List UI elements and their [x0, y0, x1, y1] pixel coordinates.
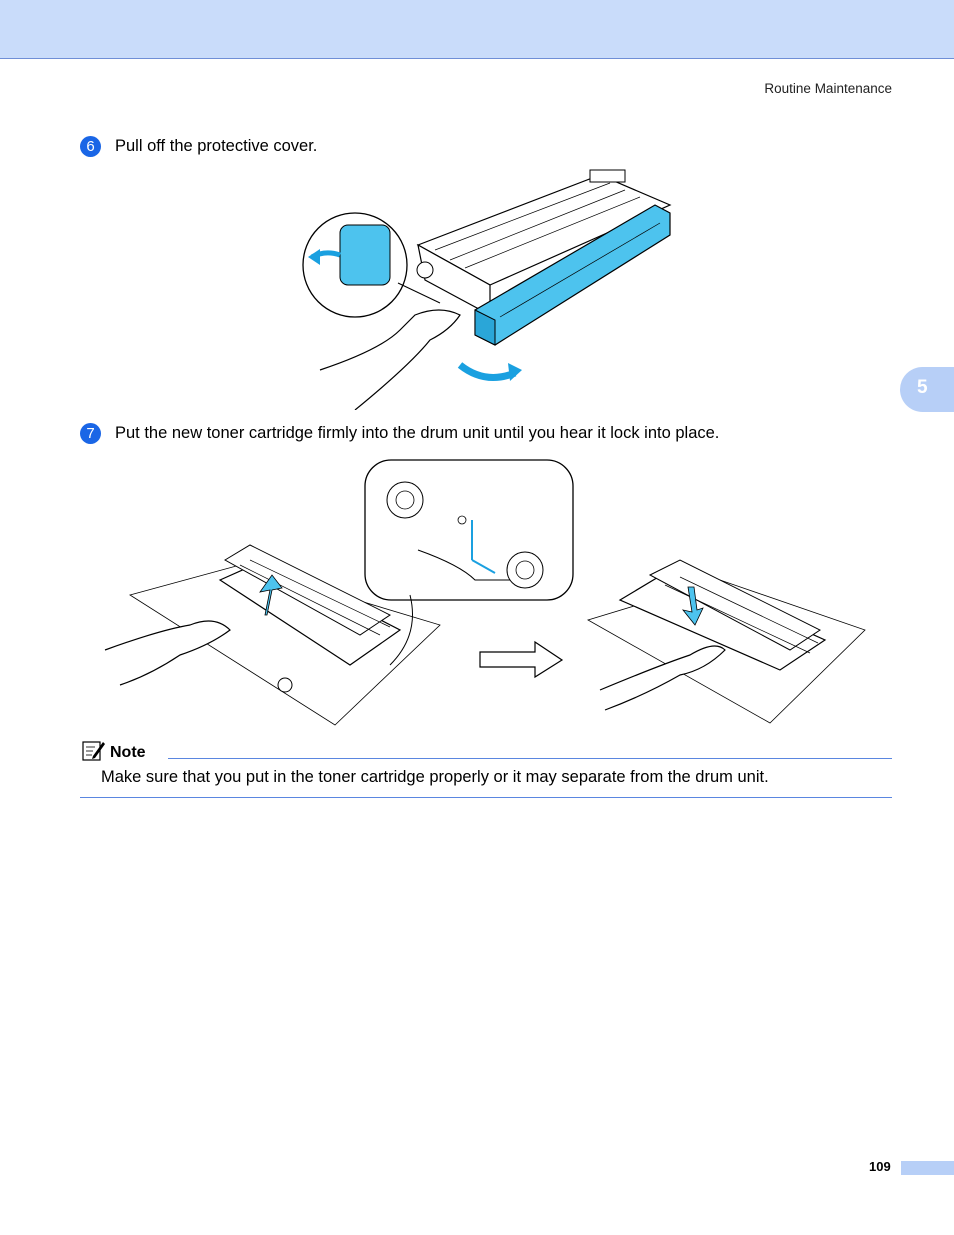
step-text: Pull off the protective cover. — [115, 137, 318, 155]
step-text: Put the new toner cartridge firmly into the drum unit until you hear it lock into place. — [115, 424, 720, 442]
step-7 — [80, 423, 719, 444]
step-number-badge: 6 — [80, 136, 101, 157]
insert-toner-into-drum-illustration — [100, 455, 870, 730]
chapter-tab — [900, 367, 954, 412]
page-number: 109 — [869, 1159, 891, 1174]
chapter-number: 5 — [917, 377, 928, 398]
note-bottom-divider — [80, 797, 892, 798]
note-text: Make sure that you put in the toner cartridge properly or it may separate from the drum unit. — [101, 768, 769, 786]
note-pencil-icon — [82, 739, 106, 761]
page-number-bar — [901, 1161, 954, 1175]
note-label: Note — [110, 744, 146, 761]
note-top-divider — [168, 758, 892, 759]
step-6 — [80, 136, 317, 157]
remove-protective-cover-illustration — [300, 165, 680, 410]
step-number-badge: 7 — [80, 423, 101, 444]
running-head: Routine Maintenance — [764, 81, 892, 96]
top-header-band — [0, 0, 954, 59]
